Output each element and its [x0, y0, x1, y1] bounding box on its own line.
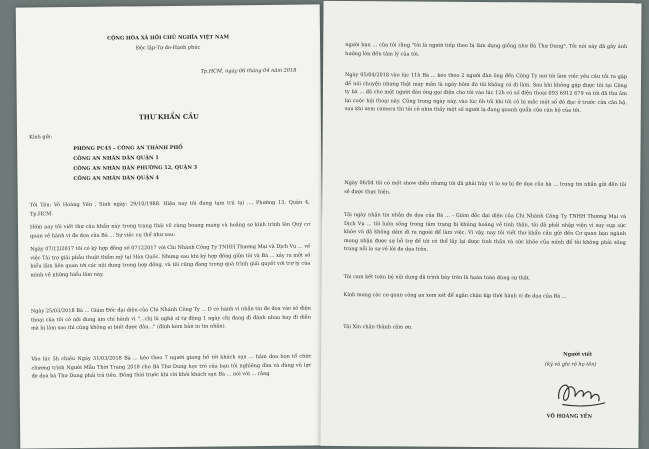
- national-motto: CỘNG HÒA XÃ HỘI CHỦ NGHĨA VIỆT NAM: [107, 34, 230, 42]
- recipient-3: CÔNG AN NHÂN DÂN PHƯỜNG 12, QUẬN 3: [73, 164, 198, 173]
- recipient-4: CÔNG AN NHÂN DÂN QUẬN 4: [73, 175, 160, 183]
- letter-title: THƯ KHẨN CẦU: [138, 112, 199, 122]
- paragraph-request: Tôi ngày nhận tin nhắn đe dọa của Bà ... - Giám đốc đại diện của Chi Nhánh Công Ty TNHH Thương Mại và Dịch Vụ ... tôi luôn sống trong tâm trạng bị khủng hoảng về tinh thần, tôi đã phải nhập viện vì suy sụp sức khỏe và đã không dám đi ra ngoài để làm việc. Vì vậy, nay tôi viết thư khẩn cầu gửi đến Cơ quan ban ngành mong nhận được sự hỗ trợ để tôi có thể lấy lại được tinh thần và sức khỏe của mình để tôi không phải sống trong nỗi lo sợ về lời đe dọa trên.: [343, 212, 627, 254]
- paragraph-commitment: Tôi cam kết toàn bộ nội dung đã trình bày trên là hoàn toàn đúng sự thật.: [343, 274, 531, 282]
- greeting: Kính gửi:: [29, 134, 53, 141]
- place-date: Tp.HCM, ngày 06 tháng 04 năm 2018: [200, 67, 297, 75]
- paragraph-intro: Hôm nay tôi viết thư cầu khẩn này trong trạng thái vô cùng hoang mang và hoảng sợ kính trình lên Quý cơ quan về hành vi đe dọa của Bà ... Sự việc cụ thể như sau:: [29, 221, 311, 240]
- paragraph-contract: Ngày 07/12/2017 tôi có ký hợp đồng số 07122017 với Chi Nhánh Công Ty TNHH Thương Mại và Dịch Vụ ... về việc Tài trợ giải phẫu thuật thẩm mỹ tại Hàn Quốc. Nhưng sau khi ký hợp đồng giữa tôi và Bà ... xảy ra một số hiểu lầm liên quan tới các nội dung trong hợp đồng, và tôi cũng đang trong quá trình giải quyết với trợ lý của mình về những hiểu lầm này.: [30, 243, 311, 279]
- paragraph-identity: Tôi Tên: Võ Hoàng Yến , Sinh ngày: 29/10/1988. Hiện nay tôi đang tạm trú tại ..., Phường 13, Quận 4, Tp.HCM.: [29, 199, 310, 218]
- recipient-2: CÔNG AN NHÂN DÂN QUẬN 1: [73, 155, 159, 163]
- signature-image: [551, 372, 611, 413]
- recipient-1: PHÒNG PC45 – CÔNG AN THÀNH PHỐ: [73, 144, 183, 153]
- signer-note: (ký và ghi rõ họ tên): [545, 361, 597, 368]
- signer-label: Người viết: [563, 351, 593, 358]
- letter-page-left: [16, 4, 325, 448]
- paragraph-show-cancelled: Ngày 06/04 tôi có một show diễn nhưng tôi đã phải hủy vì lo sợ bị đe dọa của bà ... trong tin nhắn gửi đến tôi sẽ được thực hiện.: [344, 180, 627, 195]
- paragraph-thanks: Tôi Xin chân thành cảm ơn.: [343, 324, 413, 331]
- signer-name: VÕ HOÀNG YẾN: [546, 413, 593, 420]
- paragraph-threat-message: Ngày 25/03/2018 Bà ... Giám Đốc đại diện của Chi Nhánh Công Ty ... D có hành vi nhắn tin đe dọa vào số điện thoại của tôi có nội dung ám chỉ hành vi "...chị là nghệ sĩ tự động 1 ngày chị đang đi đánh nhau hay đi diễn mà bị làm sao thì cũng không ai biết được đâu..." (đính kèm bản in tin nhắn).: [30, 305, 311, 332]
- paragraph-office-visit: Ngày 05/04/2018 vào lúc 11h Bà ... kéo theo 2 người đàn ông đến Công Ty nơi tôi làm việc yêu cầu tôi ra gặp để nói chuyện nhưng thật may mắn là ngày hôm đó tôi không có đi làm. Sau khi không gặp được tôi tại Công ty bà ... đã cho một người đàn ông gọi điện cho tôi vào lúc 12h có số điện thoại 093 6912 679 và tôi đã thu âm lại cuộc hội thoại này. Cũng trong ngày này, vào lúc 6h tối khi tôi cô bị mắc một số đồ đạc ở trước cửa căn hộ, sau khi xem camera thì tôi cô nhìn thấy một số người lạ đang quanh quẩn cửa căn hộ của tôi.: [344, 72, 628, 115]
- paragraph-continued: người bạn ... của tôi rằng "tôi là người tiếp theo bị làm dụng giống như Bà Thư Dung". Tôi nói này đã gây ảnh hưởng lớn đến tâm lý của tôi.: [345, 42, 628, 58]
- paragraph-plea: Kính mong các cơ quan công an xem xét để ngăn chặn kịp thời hành vi đe dọa của Bà ...: [343, 292, 567, 300]
- letter-page-right: [320, 1, 641, 448]
- national-motto-sub: Độc lập-Tự do-Hạnh phúc: [135, 44, 201, 52]
- paragraph-hotel-incident: Vào lúc 5h chiều Ngày 31/03/2018 Bà ... kéo theo 7 người giang hồ tới khách sạn ... hăm dọa bọn tổ chức chương trình Người Mẫu Thời Trang 2018 cho Bà Thư Dung học trò của bạn tôi nghiêng dìm và dùng vũ lực đe dọa bà Thư Dung phải trả tiền. Đồng thời trước khi rời khỏi khách sạn Bà ... nói với ... rằng: [31, 353, 312, 380]
